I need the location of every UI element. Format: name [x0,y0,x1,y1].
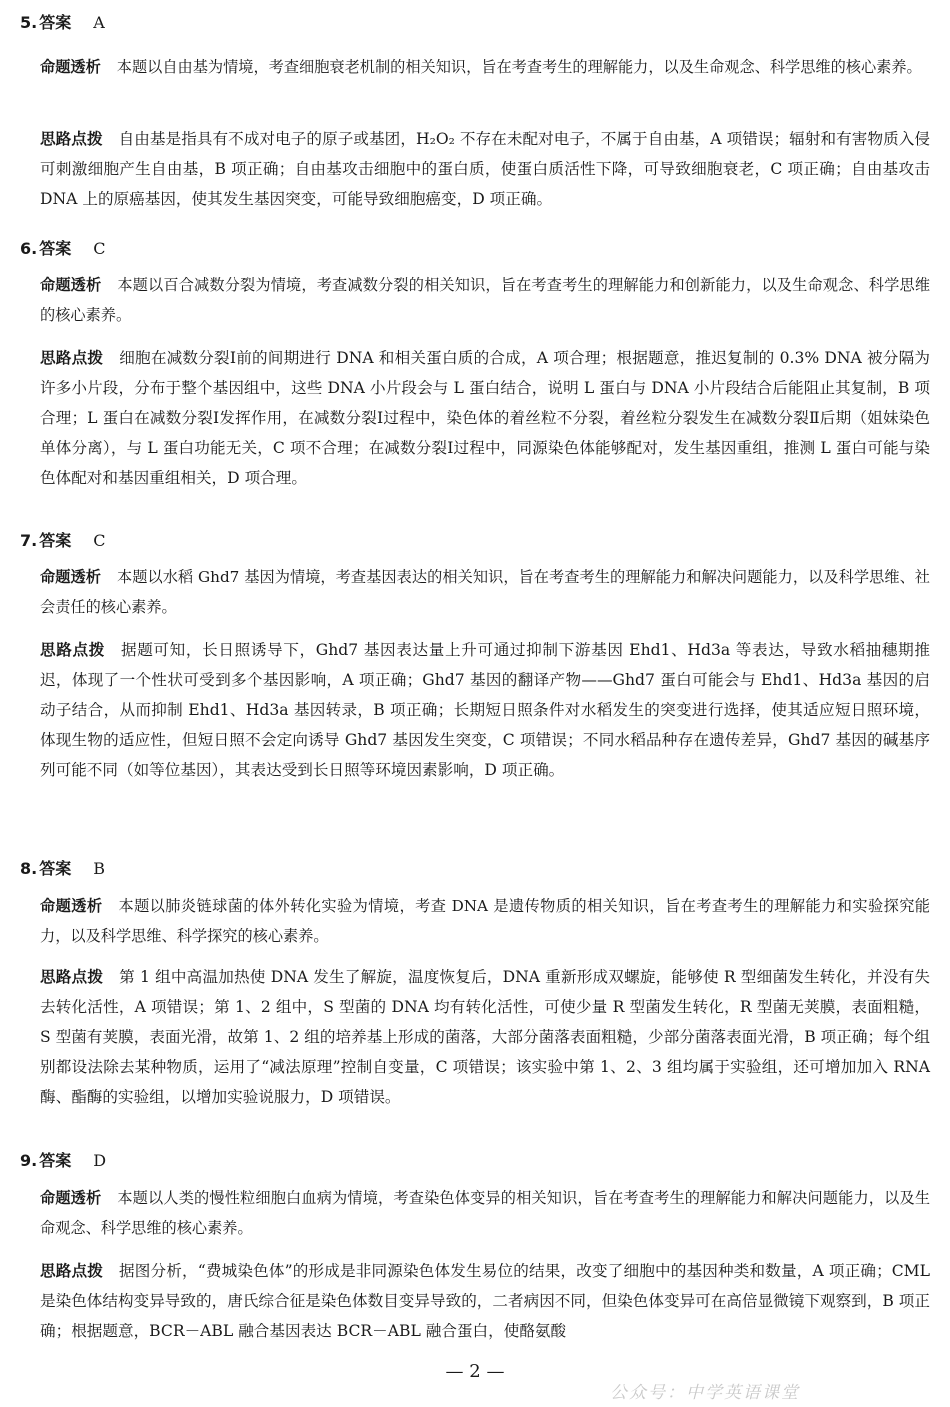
hint-label: 思路点拨 [40,641,105,659]
hint-text: 据图分析，“费城染色体”的形成是非同源染色体发生易位的结果，改变了细胞中的基因种类和数量，A 项正确；CML 是染色体结构变异导致的，唐氏综合征是染色体数目变异导致的，二者病因不同，但染色体变异可在高倍显微镜下观察到，B 项正确；根据题意，BCR－ABL 融合基因表达 BCR－ABL 融合蛋白，使酪氨酸 [40,1262,930,1340]
hint-label: 思路点拨 [40,349,104,367]
question-number: 9. [20,1151,38,1170]
question-8-answer [20,858,105,880]
analysis-text: 本题以肺炎链球菌的体外转化实验为情境，考查 DNA 是遗传物质的相关知识，旨在考查考生的理解能力和实验探究能力，以及科学思维、科学探究的核心素养。 [40,897,930,945]
question-5-analysis [40,52,930,82]
hint-label: 思路点拨 [40,968,104,986]
question-number: 8. [20,859,38,878]
question-7-answer [20,530,105,552]
answer-value: D [93,1151,107,1170]
question-number: 7. [20,531,38,550]
question-6-answer [20,238,105,260]
question-5-hint [40,124,930,214]
hint-text: 细胞在减数分裂Ⅰ前的间期进行 DNA 和相关蛋白质的合成，A 项合理；根据题意，推迟复制的 0.3% DNA 被分隔为许多小片段，分布于整个基因组中，这些 DNA 小片段会与 L 蛋白结合，说明 L 蛋白与 DNA 小片段结合后能阻止其复制，B 项合理；L 蛋白在减数分裂Ⅰ发挥作用，在减数分裂Ⅰ过程中，染色体的着丝粒不分裂，着丝粒分裂发生在减数分裂Ⅱ后期（姐妹染色单体分离），与 L 蛋白功能无关，C 项不合理；在减数分裂Ⅰ过程中，同源染色体能够配对，发生基因重组，推测 L 蛋白可能与染色体配对和基因重组相关，D 项合理。 [40,349,930,487]
answer-label: 答案 [39,239,72,258]
analysis-text: 本题以水稻 Ghd7 基因为情境，考查基因表达的相关知识，旨在考查考生的理解能力和解决问题能力，以及科学思维、社会责任的核心素养。 [40,568,930,616]
answer-label: 答案 [39,859,72,878]
question-6-hint [40,343,930,493]
question-7-hint [40,635,930,785]
analysis-text: 本题以百合减数分裂为情境，考查减数分裂的相关知识，旨在考查考生的理解能力和创新能力，以及生命观念、科学思维的核心素养。 [40,276,930,324]
hint-label: 思路点拨 [40,1262,104,1280]
analysis-label: 命题透析 [40,1189,102,1207]
hint-label: 思路点拨 [40,130,103,148]
hint-text: 第 1 组中高温加热使 DNA 发生了解旋，温度恢复后，DNA 重新形成双螺旋，能够使 R 型细菌发生转化，并没有失去转化活性，A 项错误；第 1、2 组中，S 型菌的 DNA 均有转化活性，可使少量 R 型菌发生转化，R 型菌无荚膜，表面粗糙，S 型菌有荚膜，表面光滑，故第 1、2 组的培养基上形成的菌落，大部分菌落表面粗糙，少部分菌落表面光滑，B 项正确；每个组别都设法除去某种物质，运用了“减法原理”控制自变量，C 项错误；该实验中第 1、2、3 组均属于实验组，还可增加加入 RNA 酶、酯酶的实验组，以增加实验说服力，D 项错误。 [40,968,930,1106]
hint-text: 据题可知，长日照诱导下，Ghd7 基因表达量上升可通过抑制下游基因 Ehd1、Hd3a 等表达，导致水稻抽穗期推迟，体现了一个性状可受到多个基因影响，A 项正确；Ghd7 基因的翻译产物——Ghd7 蛋白可能会与 Ehd1、Hd3a 基因的启动子结合，从而抑制 Ehd1、Hd3a 基因转录，B 项正确；长期短日照条件对水稻发生的突变进行选择，使其适应短日照环境，体现生物的适应性，但短日照不会定向诱导 Ghd7 基因发生突变，C 项错误；不同水稻品种存在遗传差异，Ghd7 基因的碱基序列可能不同（如等位基因），其表达受到长日照等环境因素影响，D 项正确。 [40,641,930,779]
analysis-text: 本题以人类的慢性粒细胞白血病为情境，考查染色体变异的相关知识，旨在考查考生的理解能力和解决问题能力，以及生命观念、科学思维的核心素养。 [40,1189,930,1237]
page-number: — 2 — [445,1361,505,1382]
answer-label: 答案 [39,13,72,32]
answer-value: A [93,13,105,32]
answer-label: 答案 [39,531,72,550]
question-9-analysis [40,1183,930,1243]
analysis-label: 命题透析 [40,897,103,915]
question-8-hint [40,962,930,1112]
hint-text: 自由基是指具有不成对电子的原子或基团，H₂O₂ 不存在未配对电子，不属于自由基，A 项错误；辐射和有害物质入侵可刺激细胞产生自由基，B 项正确；自由基攻击细胞中的蛋白质，使蛋白质活性下降，可导致细胞衰老，C 项正确；自由基攻击 DNA 上的原癌基因，使其发生基因突变，可能导致细胞癌变，D 项正确。 [40,130,930,208]
question-8-analysis [40,891,930,951]
answer-value: C [93,531,106,550]
answer-value: B [93,859,105,878]
question-9-answer [20,1150,106,1172]
analysis-label: 命题透析 [40,276,102,294]
question-number: 6. [20,239,38,258]
question-7-analysis [40,562,930,622]
question-9-hint [40,1256,930,1346]
answer-label: 答案 [39,1151,72,1170]
analysis-text: 本题以自由基为情境，考查细胞衰老机制的相关知识，旨在考查考生的理解能力，以及生命观念、科学思维的核心素养。 [116,58,922,76]
answer-value: C [93,239,106,258]
analysis-label: 命题透析 [40,58,101,76]
analysis-label: 命题透析 [40,568,101,586]
question-number: 5. [20,13,38,32]
watermark: 公众号：中学英语课堂 [610,1383,800,1403]
question-6-analysis [40,270,930,330]
question-5-answer [20,12,105,34]
